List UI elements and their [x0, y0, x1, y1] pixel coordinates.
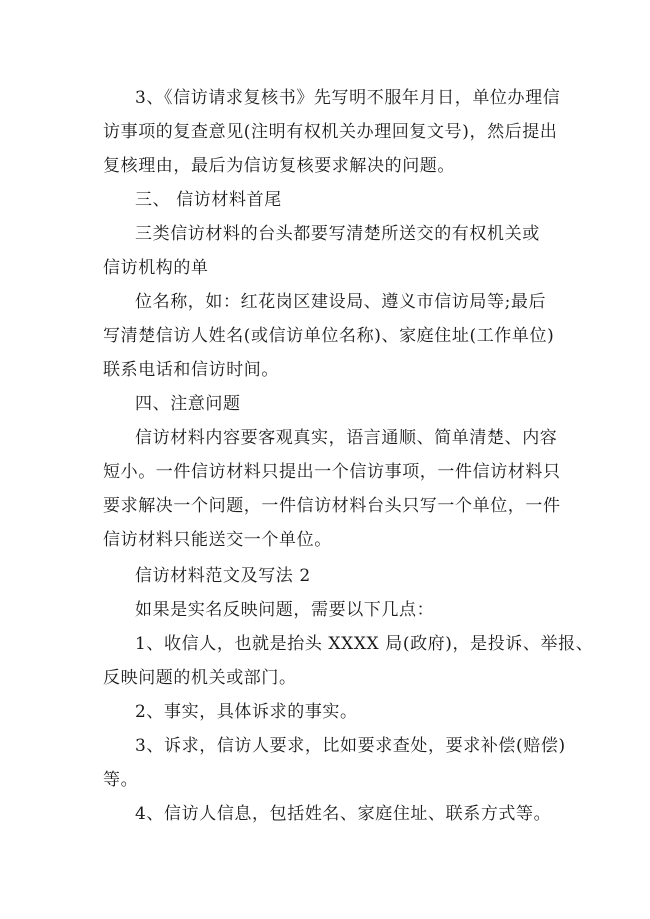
paragraph-line: 3、《信访请求复核书》先写明不服年月日，单位办理信 — [135, 88, 561, 108]
section-heading: 信访材料范文及写法 2 — [135, 566, 311, 586]
paragraph-line: 访事项的复查意见(注明有权机关办理回复文号)，然后提出 — [103, 122, 558, 142]
paragraph-line: 三类信访材料的台头都要写清楚所送交的有权机关或 — [135, 224, 540, 244]
paragraph-line: 写清楚信访人姓名(或信访单位名称)、家庭住址(工作单位) — [103, 326, 555, 346]
paragraph-line: 1、收信人，也就是抬头 XXXX 局(政府)，是投诉、举报、 — [135, 634, 594, 654]
paragraph-line: 等。 — [103, 770, 139, 790]
paragraph-line: 信访材料内容要客观真实，语言通顺、简单清楚、内容 — [135, 428, 558, 448]
paragraph-line: 位名称，如：红花岗区建设局、遵义市信访局等;最后 — [135, 292, 547, 312]
paragraph-line: 3、诉求，信访人要求，比如要求查处，要求补偿(赔偿) — [135, 736, 566, 756]
section-heading: 三、 信访材料首尾 — [135, 190, 282, 210]
section-heading: 四、注意问题 — [135, 394, 241, 414]
paragraph-line: 信访材料只能送交一个单位。 — [103, 530, 332, 550]
paragraph-line: 要求解决一个问题，一件信访材料台头只写一个单位，一件 — [103, 496, 561, 516]
paragraph-line: 2、事实，具体诉求的事实。 — [135, 702, 358, 722]
paragraph-line: 4、信访人信息，包括姓名、家庭住址、联系方式等。 — [135, 804, 552, 824]
paragraph-line: 短小。一件信访材料只提出一个信访事项，一件信访材料只 — [103, 462, 561, 482]
paragraph-line: 信访机构的单 — [103, 258, 209, 278]
paragraph-line: 如果是实名反映问题，需要以下几点： — [135, 600, 435, 620]
paragraph-line: 联系电话和信访时间。 — [103, 360, 279, 380]
paragraph-line: 复核理由，最后为信访复核要求解决的问题。 — [103, 156, 455, 176]
paragraph-line: 反映问题的机关或部门。 — [103, 668, 297, 688]
